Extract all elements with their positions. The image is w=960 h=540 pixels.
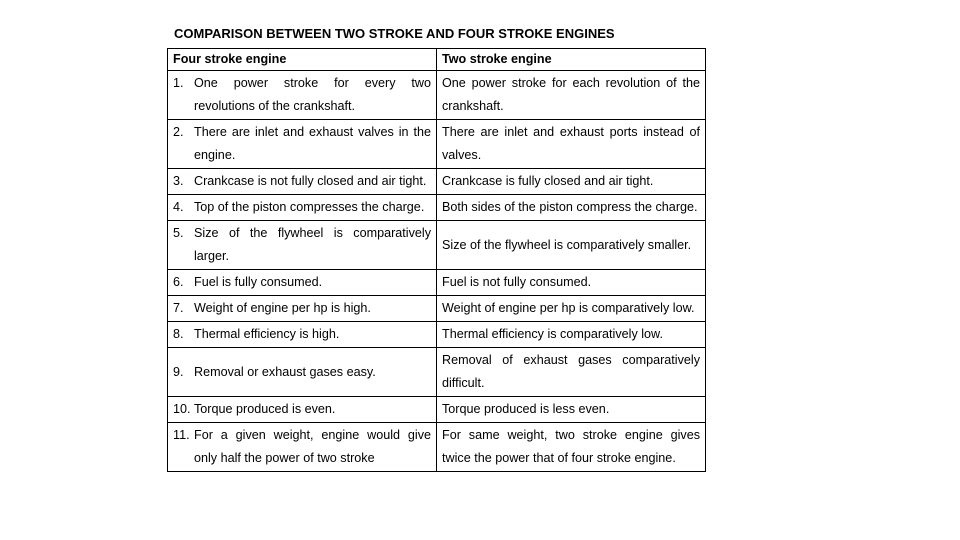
row-number: 6. [173, 275, 184, 289]
four-stroke-text: Removal or exhaust gases easy. [194, 364, 376, 379]
two-stroke-cell [437, 270, 706, 296]
two-stroke-cell [437, 322, 706, 348]
table-row [168, 348, 706, 397]
two-stroke-text: Crankcase is fully closed and air tight. [442, 174, 654, 188]
four-stroke-cell [168, 397, 437, 423]
two-stroke-text: There are inlet and exhaust ports instead of valves. [442, 125, 700, 162]
table-row [168, 397, 706, 423]
four-stroke-text: Fuel is fully consumed. [194, 275, 323, 289]
table-row [168, 221, 706, 270]
table-row [168, 322, 706, 348]
two-stroke-cell [437, 71, 706, 120]
four-stroke-cell [168, 322, 437, 348]
two-stroke-text: One power stroke for each revolution of the crankshaft. [442, 76, 700, 113]
four-stroke-cell [168, 423, 437, 472]
four-stroke-text: Thermal efficiency is high. [194, 327, 340, 341]
table-row [168, 423, 706, 472]
two-stroke-text: Torque produced is less even. [442, 402, 610, 416]
comparison-table [167, 48, 706, 472]
four-stroke-text: Weight of engine per hp is high. [194, 301, 371, 315]
table-row [168, 120, 706, 169]
header-four-stroke: Four stroke engine [168, 49, 437, 71]
two-stroke-text: Weight of engine per hp is comparatively low. [442, 301, 695, 315]
four-stroke-text: One power stroke for every two revolutions of the crankshaft. [194, 76, 431, 113]
table-row [168, 169, 706, 195]
two-stroke-cell [437, 397, 706, 423]
table-row [168, 71, 706, 120]
two-stroke-text: Both sides of the piston compress the charge. [442, 200, 698, 214]
table-row [168, 195, 706, 221]
two-stroke-text: Size of the flywheel is comparatively smaller. [442, 237, 692, 252]
row-number: 10. [173, 402, 191, 416]
row-number: 11. [173, 428, 190, 442]
two-stroke-cell [437, 423, 706, 472]
four-stroke-cell [168, 270, 437, 296]
four-stroke-text: Size of the flywheel is comparatively larger. [194, 226, 431, 263]
two-stroke-text: Fuel is not fully consumed. [442, 275, 592, 289]
two-stroke-text: Removal of exhaust gases comparatively difficult. [442, 353, 700, 390]
four-stroke-cell [168, 71, 437, 120]
row-number: 1. [173, 76, 184, 90]
four-stroke-cell [168, 221, 437, 270]
four-stroke-cell [168, 296, 437, 322]
four-stroke-cell [168, 169, 437, 195]
table-row [168, 296, 706, 322]
four-stroke-text: There are inlet and exhaust valves in the engine. [194, 125, 431, 162]
header-two-stroke: Two stroke engine [437, 49, 706, 71]
two-stroke-cell [437, 169, 706, 195]
row-number: 2. [173, 125, 184, 139]
row-number: 3. [173, 174, 184, 188]
two-stroke-text: For same weight, two stroke engine gives twice the power that of four stroke engine. [442, 428, 700, 465]
two-stroke-cell [437, 348, 706, 397]
page-title: COMPARISON BETWEEN TWO STROKE AND FOUR STROKE ENGINES [174, 26, 615, 41]
row-number: 7. [173, 301, 184, 315]
table-header-row [168, 49, 706, 71]
two-stroke-cell [437, 221, 706, 270]
row-number: 4. [173, 200, 184, 214]
two-stroke-text: Thermal efficiency is comparatively low. [442, 327, 663, 341]
four-stroke-text: For a given weight, engine would give only half the power of two stroke [194, 428, 431, 465]
four-stroke-cell [168, 120, 437, 169]
two-stroke-cell [437, 120, 706, 169]
row-number: 9. [173, 364, 184, 379]
two-stroke-cell [437, 195, 706, 221]
four-stroke-cell [168, 195, 437, 221]
four-stroke-text: Crankcase is not fully closed and air tight. [194, 174, 427, 188]
two-stroke-cell [437, 296, 706, 322]
four-stroke-text: Top of the piston compresses the charge. [194, 200, 425, 214]
four-stroke-text: Torque produced is even. [194, 402, 336, 416]
row-number: 5. [173, 226, 184, 240]
row-number: 8. [173, 327, 184, 341]
four-stroke-cell [168, 348, 437, 397]
table-row [168, 270, 706, 296]
